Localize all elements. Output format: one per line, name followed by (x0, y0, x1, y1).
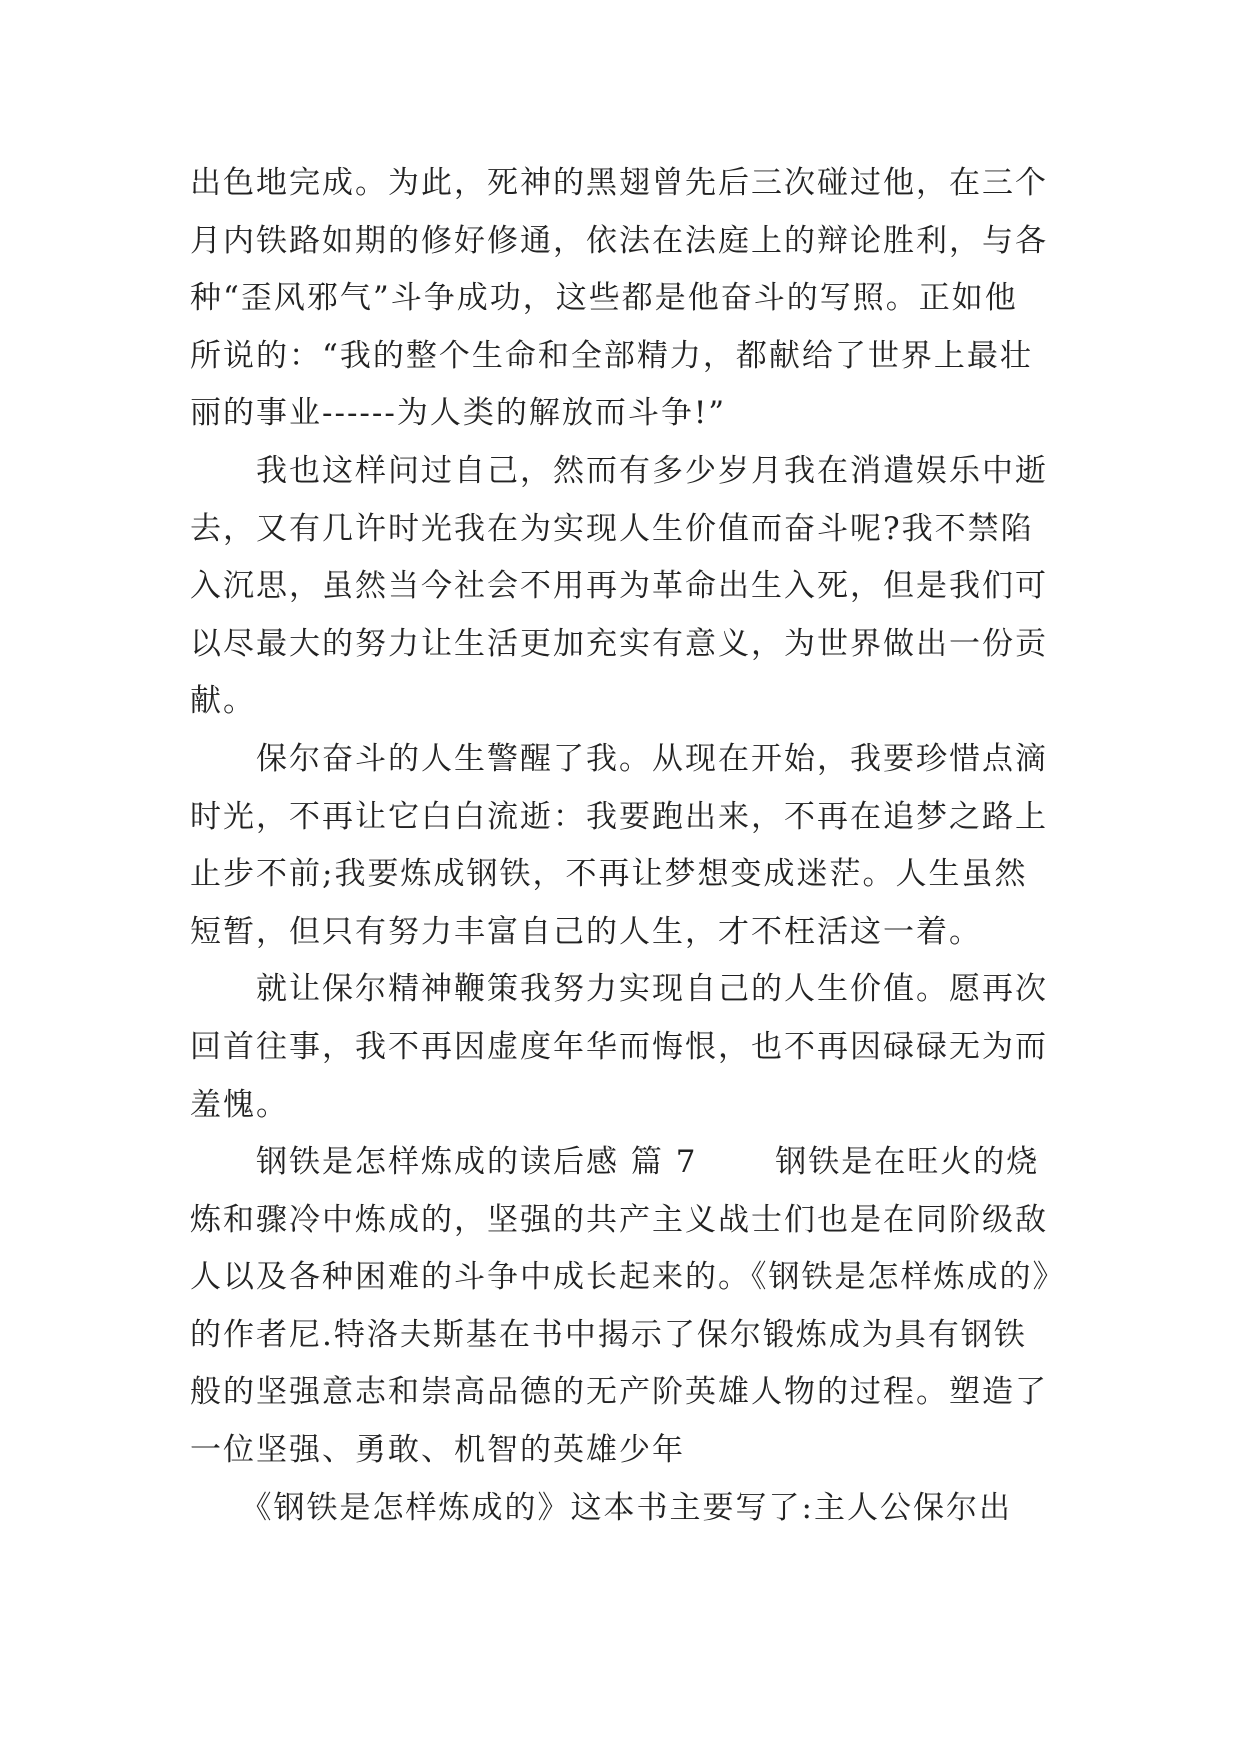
paragraph-6: 《钢铁是怎样炼成的》这本书主要写了:主人公保尔出 (190, 1489, 1012, 1526)
document-body (190, 155, 1070, 1537)
paragraph-3: 保尔奋斗的人生警醒了我。从现在开始，我要珍惜点滴 时光，不再让它白白流逝：我要跑出来，不再在追梦之路上 止步不前;我要炼成钢铁，不再让梦想变成迷茫。人生虽然 短暂，但只有努力丰富自己的人生，才不枉活这一着。 (190, 740, 1048, 950)
paragraph-2: 我也这样问过自己，然而有多少岁月我在消遣娱乐中逝 去，又有几许时光我在为实现人生价值而奋斗呢?我不禁陷 入沉思，虽然当今社会不用再为革命出生入死，但是我们可 以尽最大的努力让生活更加充实有意义，为世界做出一份贡 献。 (190, 452, 1048, 720)
paragraph-5: 钢铁是怎样炼成的读后感 篇 7 钢铁是在旺火的烧 炼和骤冷中炼成的，坚强的共产主义战士们也是在同阶级敌 人以及各种困难的斗争中成长起来的。《钢铁是怎样炼成的》 的作者尼.特洛夫斯基在书中揭示了保尔锻炼成为具有钢铁 般的坚强意志和崇高品德的无产阶英雄人物的过程。塑造了 一位坚强、勇敢、机智的英雄少年 (190, 1144, 1066, 1469)
paragraph-1: 出色地完成。为此，死神的黑翅曾先后三次碰过他，在三个 月内铁路如期的修好修通，依法在法庭上的辩论胜利，与各 种“歪风邪气”斗争成功，这些都是他奋斗的写照。正如他 所说的：“我的整个生命和全部精力，都献给了世界上最壮 丽的事业------为人类的解放而斗争!” (190, 165, 1048, 432)
paragraph-4: 就让保尔精神鞭策我努力实现自己的人生价值。愿再次 回首往事，我不再因虚度年华而悔恨，也不再因碌碌无为而 羞愧。 (190, 971, 1048, 1123)
